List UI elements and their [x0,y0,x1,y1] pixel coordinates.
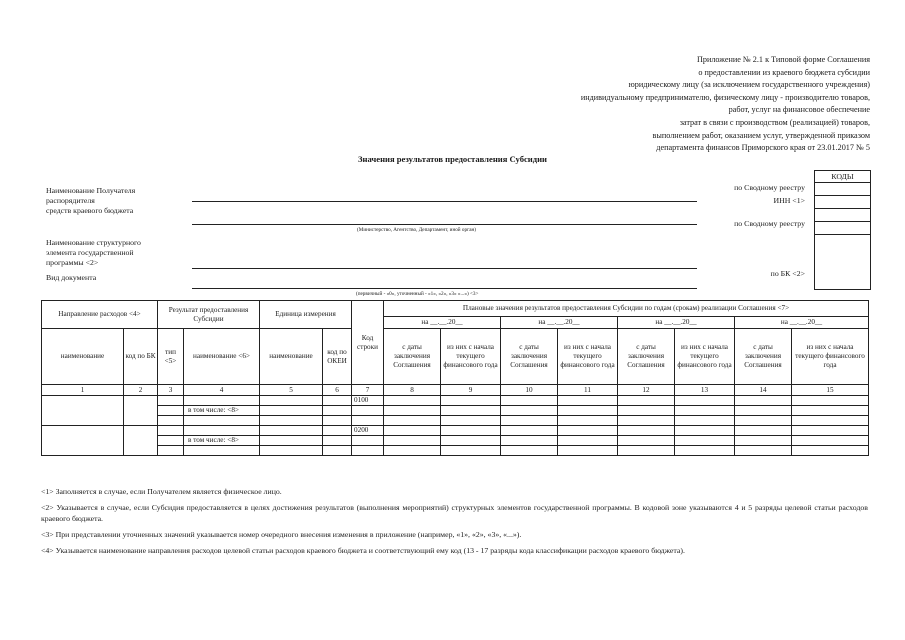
cell[interactable] [260,416,323,426]
th-name: наименование [42,329,124,385]
cell[interactable] [618,436,675,446]
cell[interactable] [792,446,869,456]
cell[interactable] [42,426,124,456]
cell[interactable] [158,446,184,456]
footnotes [41,486,868,561]
cell[interactable] [323,416,352,426]
cell[interactable] [158,436,184,446]
svodny-reestr-label: по Сводному реестру [734,183,805,192]
cell[interactable] [124,426,158,456]
col-number: 7 [352,385,384,396]
table-row [42,446,869,456]
codes-box [814,170,871,290]
th-from-year: из них с начала текущего финансового года [558,329,618,385]
table-row [42,426,869,436]
cell[interactable] [618,416,675,426]
cell[interactable] [158,426,184,436]
cell[interactable] [260,396,323,406]
col-number: 10 [501,385,558,396]
doc-type-hint: (первичный - «0», уточненный - «1», «2», «3» «...») <3> [356,291,479,297]
th-unit-name: наименование [260,329,323,385]
cell[interactable] [792,416,869,426]
col-number: 5 [260,385,323,396]
cell[interactable] [501,406,558,416]
cell[interactable] [323,406,352,416]
cell[interactable] [792,426,869,436]
table-row [42,396,869,406]
col-number: 3 [158,385,184,396]
cell[interactable] [384,426,441,436]
cell[interactable] [158,416,184,426]
code-cell-bk[interactable] [815,235,870,292]
cell[interactable] [558,446,618,456]
col-number: 6 [323,385,352,396]
header-line: затрат в связи с производством (реализацией) товаров, [679,117,870,127]
cell[interactable] [618,396,675,406]
recipient-hint: (Министерство, Агентство, Департамент, иной орган) [357,227,477,233]
doc-type-label: Вид документа [46,273,97,282]
col-number: 14 [735,385,792,396]
table-row [42,416,869,426]
cell[interactable] [184,426,260,436]
cell[interactable] [501,436,558,446]
cell[interactable] [558,416,618,426]
col-number: 15 [792,385,869,396]
cell[interactable] [675,416,735,426]
cell[interactable] [618,406,675,416]
cell[interactable] [352,406,384,416]
th-planned: Плановые значения результатов предоставления Субсидии по годам (срокам) реализации Соглашения <7> [384,301,869,317]
cell[interactable] [675,446,735,456]
cell[interactable] [558,436,618,446]
cell[interactable] [352,446,384,456]
code-cell-inn[interactable] [815,196,870,209]
cell[interactable] [441,426,501,436]
cell[interactable] [675,436,735,446]
cell[interactable] [184,416,260,426]
footnote-4: <4> Указывается наименование направления расходов целевой статьи расходов краевого бюджета и соответствующий ему код (13 - 17 разряды кода классификации расходов краевого бюджета). [41,546,685,555]
cell[interactable] [618,446,675,456]
cell[interactable] [184,446,260,456]
th-from-year: из них с начала текущего финансового года [675,329,735,385]
cell[interactable] [260,436,323,446]
cell[interactable] [124,396,158,426]
cell[interactable] [441,436,501,446]
cell[interactable] [735,406,792,416]
inn-label: ИНН <1> [773,196,805,205]
table-row [42,436,869,446]
cell[interactable] [735,416,792,426]
th-unit: Единица измерения [260,301,352,329]
th-from-date: с даты заключения Соглашения [618,329,675,385]
cell[interactable] [618,426,675,436]
cell[interactable] [260,426,323,436]
po-bk-label: по БК <2> [770,269,805,278]
recipient-label: Наименование Получателя распорядителя средств краевого бюджета [46,186,136,215]
cell[interactable] [260,406,323,416]
th-code-bk: код по БК [124,329,158,385]
column-numbers-row [42,385,869,396]
cell[interactable] [441,406,501,416]
cell[interactable] [384,446,441,456]
th-date-4: на __.__.20__ [735,317,869,329]
doc-type-line [192,288,697,289]
th-from-year: из них с начала текущего финансового года [792,329,869,385]
header-line: индивидуальному предпринимателю, физическому лицу - производителю товаров, [580,92,870,102]
cell[interactable] [735,396,792,406]
cell[interactable] [384,396,441,406]
cell[interactable] [675,406,735,416]
cell[interactable] [323,436,352,446]
cell[interactable] [735,446,792,456]
cell[interactable] [323,446,352,456]
th-okei: код по ОКЕИ [323,329,352,385]
cell[interactable] [42,396,124,426]
footnote-3: <3> При представлении уточненных значений указывается номер очередного внесения изменения в приложение (например, «1», «2», «3», «...»). [41,530,522,539]
recipient-line-2 [192,224,697,225]
th-code-row: Код строки [352,301,384,385]
cell[interactable] [735,426,792,436]
recipient-line-1 [192,201,697,202]
cell[interactable] [675,396,735,406]
cell[interactable] [792,436,869,446]
cell[interactable] [441,396,501,406]
header-line: юридическому лицу (за исключением государственного учреждения) [628,80,870,90]
th-from-date: с даты заключения Соглашения [735,329,792,385]
th-date-2: на __.__.20__ [501,317,618,329]
th-result-name: наименование <6> [184,329,260,385]
code-cell-reestr-2[interactable] [815,209,870,222]
th-type: тип <5> [158,329,184,385]
th-direction: Направление расходов <4> [42,301,158,329]
results-table [41,300,869,456]
header-line: работ, услуг на финансовое обеспечение [728,105,870,115]
document-title: Значения результатов предоставления Субсидии [357,154,548,164]
cell[interactable] [158,396,184,406]
cell[interactable] [558,426,618,436]
th-result: Результат предоставления Субсидии [158,301,260,329]
col-number: 11 [558,385,618,396]
header-line: департамента финансов Приморского края от 23.01.2017 № 5 [656,143,870,153]
including-label: в том числе: <8> [184,436,260,446]
cell[interactable] [323,396,352,406]
col-number: 8 [384,385,441,396]
program-label: Наименование структурного элемента государственной программы <2> [46,238,141,267]
header-line: Приложение № 2.1 к Типовой форме Соглашения [696,55,870,64]
cell[interactable] [792,406,869,416]
svodny-reestr-label-2: по Сводному реестру [734,219,805,228]
th-from-year: из них с начала текущего финансового года [441,329,501,385]
cell[interactable] [260,446,323,456]
cell[interactable] [352,436,384,446]
col-number: 2 [124,385,158,396]
appendix-header [490,54,870,155]
cell[interactable] [675,426,735,436]
cell[interactable] [792,396,869,406]
cell[interactable] [352,416,384,426]
cell[interactable] [384,416,441,426]
cell[interactable] [384,406,441,416]
col-number: 4 [184,385,260,396]
cell[interactable] [501,416,558,426]
footnote-1: <1> Заполняется в случае, если Получателем является физическое лицо. [41,487,282,496]
cell[interactable] [501,426,558,436]
cell[interactable] [558,406,618,416]
header-line: выполнением работ, оказанием услуг, утвержденной приказом [652,130,870,140]
cell[interactable] [441,416,501,426]
col-number: 13 [675,385,735,396]
cell[interactable] [558,396,618,406]
code-cell-reestr[interactable] [815,183,870,196]
header-line: о предоставлении из краевого бюджета субсидии [698,67,870,77]
cell[interactable] [184,396,260,406]
including-label: в том числе: <8> [184,406,260,416]
col-number: 12 [618,385,675,396]
code-row-cell: 0200 [352,426,384,436]
col-number: 1 [42,385,124,396]
th-from-date: с даты заключения Соглашения [384,329,441,385]
table-row [42,406,869,416]
th-date-1: на __.__.20__ [384,317,501,329]
code-cell-program[interactable] [815,222,870,235]
th-from-date: с даты заключения Соглашения [501,329,558,385]
codes-header: КОДЫ [815,171,870,183]
cell[interactable] [735,436,792,446]
cell[interactable] [501,446,558,456]
cell[interactable] [158,406,184,416]
code-row-cell: 0100 [352,396,384,406]
program-line [192,268,697,269]
cell[interactable] [323,426,352,436]
cell[interactable] [501,396,558,406]
cell[interactable] [384,436,441,446]
cell[interactable] [441,446,501,456]
footnote-2: <2> Указывается в случае, если Субсидия предоставляется в целях достижения результатов (выполнения мероприятий) структурных элементов государственной программы. В кодовой зоне указываются 4 и 5 разряды целевой статьи расходов краевого бюджета. [41,503,868,523]
th-date-3: на __.__.20__ [618,317,735,329]
col-number: 9 [441,385,501,396]
